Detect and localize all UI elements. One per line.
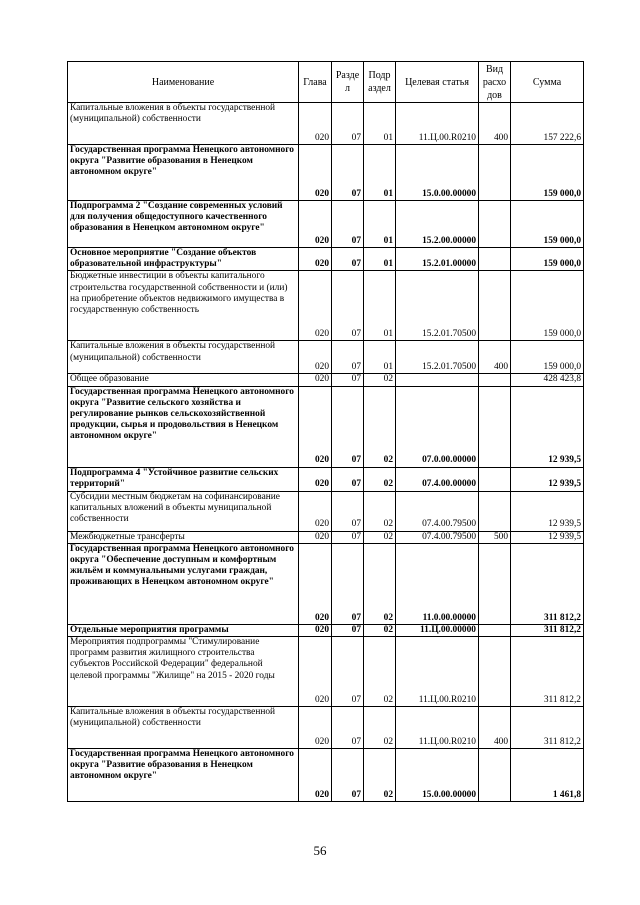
cell-vid — [479, 271, 511, 341]
table-row — [68, 543, 584, 624]
cell-sum: 159 000,0 — [511, 145, 584, 201]
cell-glava: 020 — [299, 103, 332, 145]
header-podrazdel: Подр аздел — [364, 62, 396, 103]
cell-target: 11.Ц.00.00000 — [396, 624, 479, 636]
cell-name: Мероприятия подпрограммы "Стимулирование программ развития жилищного строительства субъектов Российской Федерации" федеральной целевой программы "Жилище" на 2015 - 2020 годы — [68, 637, 299, 707]
cell-glava: 020 — [299, 637, 332, 707]
cell-target: 11.Ц.00.R0210 — [396, 103, 479, 145]
table-row — [68, 201, 584, 248]
cell-sum: 311 812,2 — [511, 637, 584, 707]
table-row — [68, 248, 584, 271]
cell-name: Подпрограмма 2 "Создание современных условий для получения общедоступного качественного образования в Ненецком автономном округе" — [68, 201, 299, 248]
cell-sum: 159 000,0 — [511, 271, 584, 341]
cell-glava: 020 — [299, 531, 332, 543]
cell-glava: 020 — [299, 201, 332, 248]
cell-target: 15.2.01.00000 — [396, 248, 479, 271]
table-row — [68, 531, 584, 543]
cell-razdel: 07 — [332, 637, 364, 707]
cell-sum: 159 000,0 — [511, 248, 584, 271]
cell-target: 15.2.00.00000 — [396, 201, 479, 248]
cell-podrazdel: 02 — [364, 467, 396, 491]
cell-razdel: 07 — [332, 386, 364, 467]
cell-target: 07.4.00.79500 — [396, 491, 479, 531]
header-razdel: Разде л — [332, 62, 364, 103]
cell-glava: 020 — [299, 341, 332, 374]
cell-target: 07.4.00.79500 — [396, 531, 479, 543]
cell-sum: 157 222,6 — [511, 103, 584, 145]
cell-podrazdel: 01 — [364, 103, 396, 145]
cell-podrazdel: 01 — [364, 341, 396, 374]
cell-razdel: 07 — [332, 103, 364, 145]
table-row — [68, 374, 584, 386]
cell-sum: 159 000,0 — [511, 201, 584, 248]
cell-name: Отдельные мероприятия программы — [68, 624, 299, 636]
header-name: Наименование — [68, 62, 299, 103]
cell-target: 07.0.00.00000 — [396, 386, 479, 467]
cell-name: Государственная программа Ненецкого автономного округа "Развитие образования в Ненецком автономном округе" — [68, 749, 299, 802]
cell-razdel: 07 — [332, 531, 364, 543]
cell-glava: 020 — [299, 271, 332, 341]
cell-vid — [479, 201, 511, 248]
page-number: 56 — [313, 843, 327, 858]
cell-razdel: 07 — [332, 467, 364, 491]
table-row — [68, 637, 584, 707]
table-row — [68, 386, 584, 467]
cell-name: Капитальные вложения в объекты государственной (муниципальной) собственности — [68, 103, 299, 145]
cell-podrazdel: 02 — [364, 374, 396, 386]
cell-name: Капитальные вложения в объекты государственной (муниципальной) собственности — [68, 707, 299, 749]
table-row — [68, 103, 584, 145]
cell-name: Межбюджетные трансферты — [68, 531, 299, 543]
cell-glava: 020 — [299, 707, 332, 749]
cell-razdel: 07 — [332, 374, 364, 386]
cell-target: 11.Ц.00.R0210 — [396, 637, 479, 707]
cell-razdel: 07 — [332, 707, 364, 749]
cell-name: Бюджетные инвестиции в объекты капитального строительства государственной собственности и (или) на приобретение объектов недвижимого имущества в государственную собственность — [68, 271, 299, 341]
cell-sum: 1 461,8 — [511, 749, 584, 802]
cell-razdel: 07 — [332, 491, 364, 531]
table-row — [68, 749, 584, 802]
cell-name: Капитальные вложения в объекты государственной (муниципальной) собственности — [68, 341, 299, 374]
table-row — [68, 145, 584, 201]
cell-razdel: 07 — [332, 543, 364, 624]
cell-vid — [479, 543, 511, 624]
cell-target: 11.0.00.00000 — [396, 543, 479, 624]
cell-glava: 020 — [299, 374, 332, 386]
cell-glava: 020 — [299, 491, 332, 531]
cell-podrazdel: 02 — [364, 624, 396, 636]
header-vid: Вид расхо дов — [479, 62, 511, 103]
cell-glava: 020 — [299, 248, 332, 271]
cell-name: Государственная программа Ненецкого автономного округа "Развитие сельского хозяйства и регулирование рынков сельскохозяйственной продукции, сырья и продовольствия в Ненецком автономном округе" — [68, 386, 299, 467]
cell-podrazdel: 02 — [364, 543, 396, 624]
cell-name: Общее образование — [68, 374, 299, 386]
cell-podrazdel: 02 — [364, 637, 396, 707]
cell-target: 15.0.00.00000 — [396, 749, 479, 802]
cell-name: Подпрограмма 4 "Устойчивое развитие сельских территорий" — [68, 467, 299, 491]
cell-vid — [479, 491, 511, 531]
cell-razdel: 07 — [332, 145, 364, 201]
cell-target: 15.0.00.00000 — [396, 145, 479, 201]
cell-podrazdel: 02 — [364, 707, 396, 749]
cell-razdel: 07 — [332, 248, 364, 271]
budget-table — [67, 61, 584, 802]
cell-vid — [479, 467, 511, 491]
cell-glava: 020 — [299, 749, 332, 802]
cell-vid: 500 — [479, 531, 511, 543]
cell-podrazdel: 01 — [364, 145, 396, 201]
cell-podrazdel: 02 — [364, 749, 396, 802]
cell-name: Субсидии местным бюджетам на софинансирование капитальных вложений в объекты муниципальной собственности — [68, 491, 299, 531]
table-row — [68, 341, 584, 374]
cell-glava: 020 — [299, 624, 332, 636]
cell-vid — [479, 248, 511, 271]
cell-razdel: 07 — [332, 624, 364, 636]
cell-target: 15.2.01.70500 — [396, 341, 479, 374]
cell-glava: 020 — [299, 145, 332, 201]
cell-sum: 12 939,5 — [511, 386, 584, 467]
cell-vid — [479, 637, 511, 707]
cell-podrazdel: 01 — [364, 201, 396, 248]
cell-target: 15.2.01.70500 — [396, 271, 479, 341]
cell-razdel: 07 — [332, 749, 364, 802]
header-target: Целевая статья — [396, 62, 479, 103]
cell-sum: 159 000,0 — [511, 341, 584, 374]
cell-glava: 020 — [299, 386, 332, 467]
cell-sum: 311 812,2 — [511, 624, 584, 636]
cell-name: Государственная программа Ненецкого автономного округа "Обеспечение доступным и комфортным жильём и коммунальными услугами граждан, проживающих в Ненецком автономном округе" — [68, 543, 299, 624]
cell-sum: 12 939,5 — [511, 531, 584, 543]
cell-podrazdel: 01 — [364, 271, 396, 341]
table-body — [68, 103, 584, 802]
cell-podrazdel: 02 — [364, 491, 396, 531]
cell-sum: 12 939,5 — [511, 467, 584, 491]
cell-razdel: 07 — [332, 201, 364, 248]
cell-name: Государственная программа Ненецкого автономного округа "Развитие образования в Ненецком автономном округе" — [68, 145, 299, 201]
table-header-row — [68, 62, 584, 103]
cell-glava: 020 — [299, 467, 332, 491]
cell-sum: 311 812,2 — [511, 707, 584, 749]
cell-name: Основное мероприятие "Создание объектов образовательной инфраструктуры" — [68, 248, 299, 271]
cell-vid — [479, 386, 511, 467]
header-sum: Сумма — [511, 62, 584, 103]
cell-vid — [479, 749, 511, 802]
cell-podrazdel: 02 — [364, 531, 396, 543]
cell-podrazdel: 01 — [364, 248, 396, 271]
cell-sum: 12 939,5 — [511, 491, 584, 531]
table-row — [68, 467, 584, 491]
header-glava: Глава — [299, 62, 332, 103]
table-row — [68, 707, 584, 749]
cell-vid: 400 — [479, 103, 511, 145]
table-row — [68, 624, 584, 636]
cell-target: 07.4.00.00000 — [396, 467, 479, 491]
cell-podrazdel: 02 — [364, 386, 396, 467]
table-row — [68, 491, 584, 531]
cell-razdel: 07 — [332, 271, 364, 341]
cell-vid — [479, 145, 511, 201]
cell-razdel: 07 — [332, 341, 364, 374]
table-row — [68, 271, 584, 341]
cell-sum: 428 423,8 — [511, 374, 584, 386]
cell-glava: 020 — [299, 543, 332, 624]
cell-target: 11.Ц.00.R0210 — [396, 707, 479, 749]
cell-sum: 311 812,2 — [511, 543, 584, 624]
cell-vid — [479, 624, 511, 636]
cell-vid: 400 — [479, 707, 511, 749]
cell-vid: 400 — [479, 341, 511, 374]
cell-target — [396, 374, 479, 386]
cell-vid — [479, 374, 511, 386]
